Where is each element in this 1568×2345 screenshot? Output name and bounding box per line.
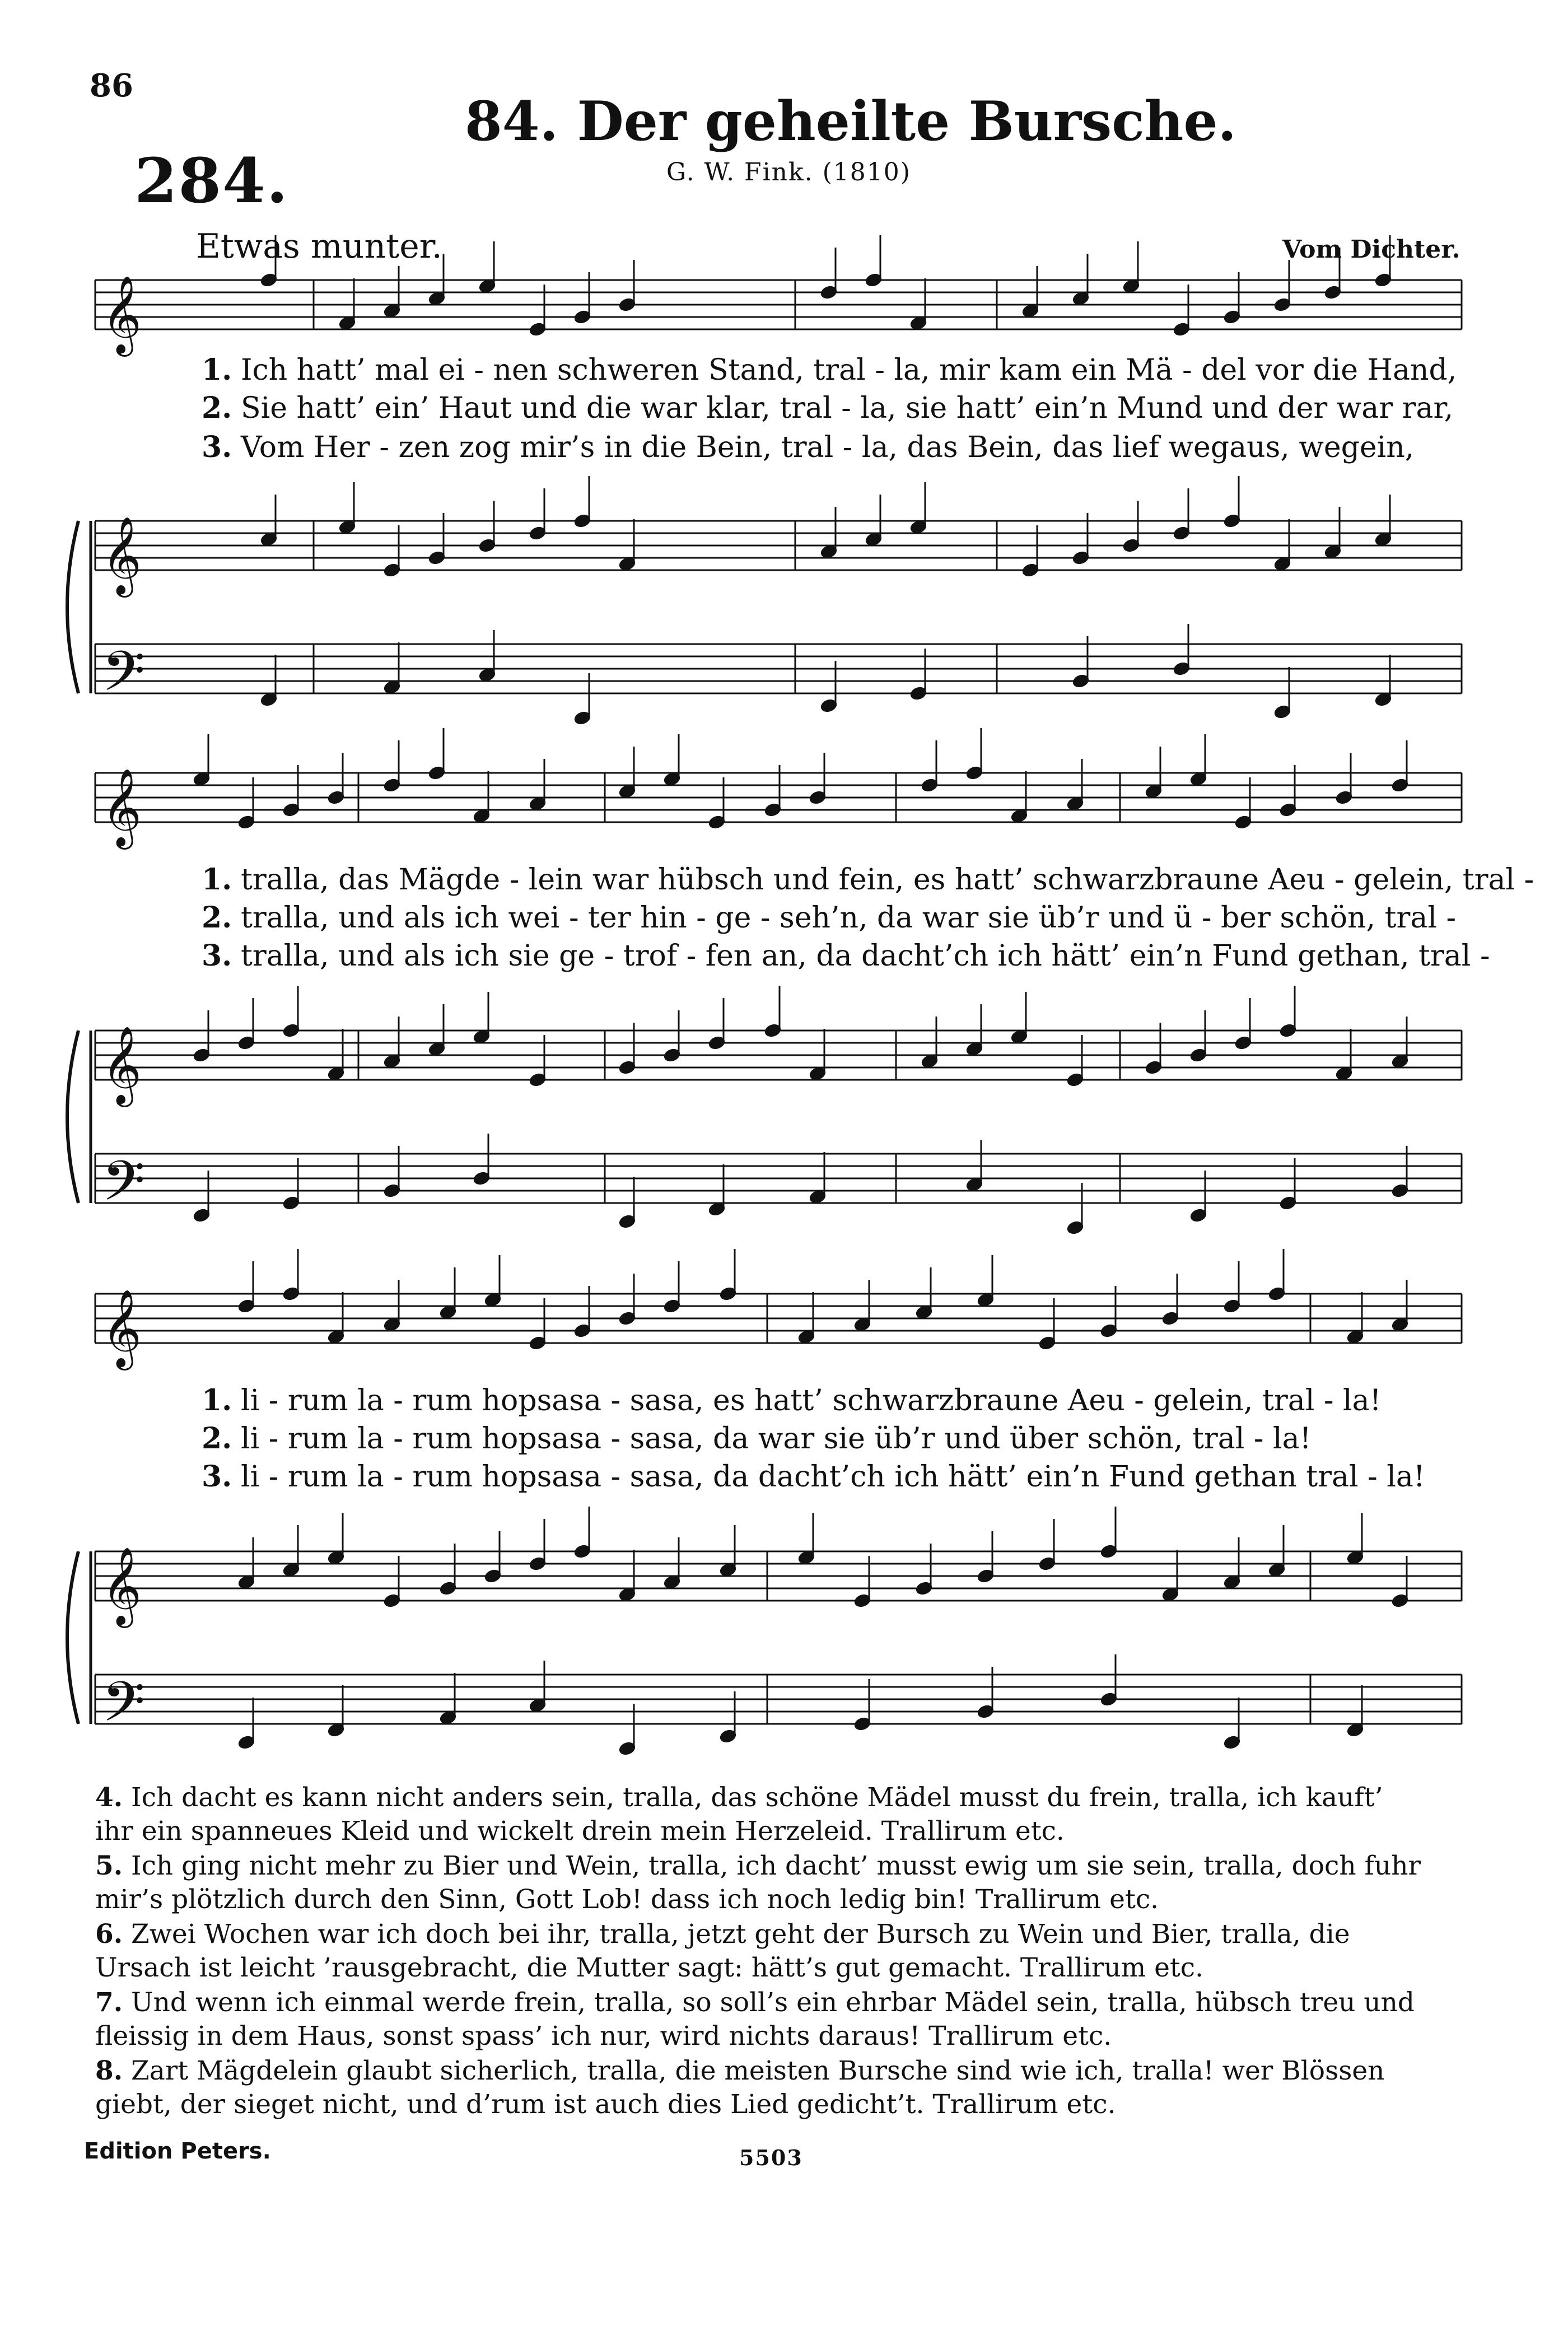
clef-icon: 𝄞 <box>102 276 142 353</box>
lyricist-credit: Vom Dichter. <box>1282 235 1460 264</box>
lyric-line: 2. Sie hatt’ ein’ Haut und die war klar, tral - la, sie hatt’ ein’n Mund und der war rar, <box>202 391 1454 425</box>
clef-icon: 𝄞 <box>102 768 142 846</box>
lyric-line: 3. tralla, und als ich sie ge - trof - fen an, da dacht’ch ich hätt’ ein’n Fund gethan, tral - <box>202 939 1490 973</box>
lyric-line: 2. tralla, und als ich wei - ter hin - ge - seh’n, da war sie üb’r und ü - ber schön, tral - <box>202 901 1457 935</box>
stanza-5: 5. Ich ging nicht mehr zu Bier und Wein, tralla, ich dacht’ musst ewig um sie sein, tralla, doch fuhr mir’s plötzlich durch den Sinn, Gott Lob! dass ich noch ledig bin! Trallirum etc. <box>95 1850 1421 1915</box>
lyric-line: 3. li - rum la - rum hopsasa - sasa, da dacht’ch ich hätt’ ein’n Fund gethan tral - la! <box>202 1460 1425 1494</box>
stanza-7: 7. Und wenn ich einmal werde frein, tralla, so soll’s ein ehrbar Mädel sein, tralla, hübsch treu und fleissig in dem Haus, sonst spass’ ich nur, wird nichts daraus! Trallirum etc. <box>95 1987 1415 2052</box>
stanza-6: 6. Zwei Wochen war ich doch bei ihr, tralla, jetzt geht der Bursch zu Wein und Bier, tralla, die Ursach ist leicht ’rausgebracht, die Mutter sagt: hätt’s gut gemacht. Trallirum etc. <box>95 1919 1350 1983</box>
composer-credit: G. W. Fink. (1810) <box>666 158 911 187</box>
piano-brace <box>67 1031 78 1203</box>
clef-icon: 𝄞 <box>102 1289 142 1367</box>
clef-icon: 𝄢 <box>102 1670 146 1748</box>
tempo-marking: Etwas munter. <box>196 227 442 266</box>
plate-number: 5503 <box>739 2145 803 2170</box>
page-number: 86 <box>90 67 133 104</box>
stanza-4: 4. Ich dacht es kann nicht anders sein, tralla, das schöne Mädel musst du frein, tralla, ich kauft’ ihr ein spanneues Kleid und wickelt drein mein Herzeleid. Trallirum etc. <box>95 1782 1383 1847</box>
edition-label: Edition Peters. <box>84 2138 271 2164</box>
lyric-line: 1. li - rum la - rum hopsasa - sasa, es hatt’ schwarzbraune Aeu - gelein, tral - la! <box>202 1383 1382 1418</box>
clef-icon: 𝄞 <box>102 1547 142 1625</box>
clef-icon: 𝄢 <box>102 1149 146 1227</box>
clef-icon: 𝄢 <box>102 640 146 717</box>
clef-icon: 𝄞 <box>102 1026 142 1104</box>
piano-brace <box>67 521 78 693</box>
lyric-line: 1. tralla, das Mägde - lein war hübsch und fein, es hatt’ schwarzbraune Aeu - gelein, tral - <box>202 863 1534 897</box>
clef-icon: 𝄞 <box>102 516 142 594</box>
song-title: 84. Der geheilte Bursche. <box>465 90 1236 153</box>
lyric-line: 1. Ich hatt’ mal ei - nen schweren Stand, tral - la, mir kam ein Mä - del vor die Hand, <box>202 353 1457 387</box>
stanza-8: 8. Zart Mägdelein glaubt sicherlich, tralla, die meisten Bursche sind wie ich, tralla! wer Blössen giebt, der sieget nicht, und d’rum ist auch dies Lied gedicht’t. Trallirum etc. <box>95 2055 1385 2120</box>
piano-brace <box>67 1551 78 1724</box>
lyric-line: 3. Vom Her - zen zog mir’s in die Bein, tral - la, das Bein, das lief wegaus, wegein, <box>202 430 1415 464</box>
song-number: 284. <box>134 144 289 217</box>
lyric-line: 2. li - rum la - rum hopsasa - sasa, da war sie üb’r und über schön, tral - la! <box>202 1421 1312 1456</box>
